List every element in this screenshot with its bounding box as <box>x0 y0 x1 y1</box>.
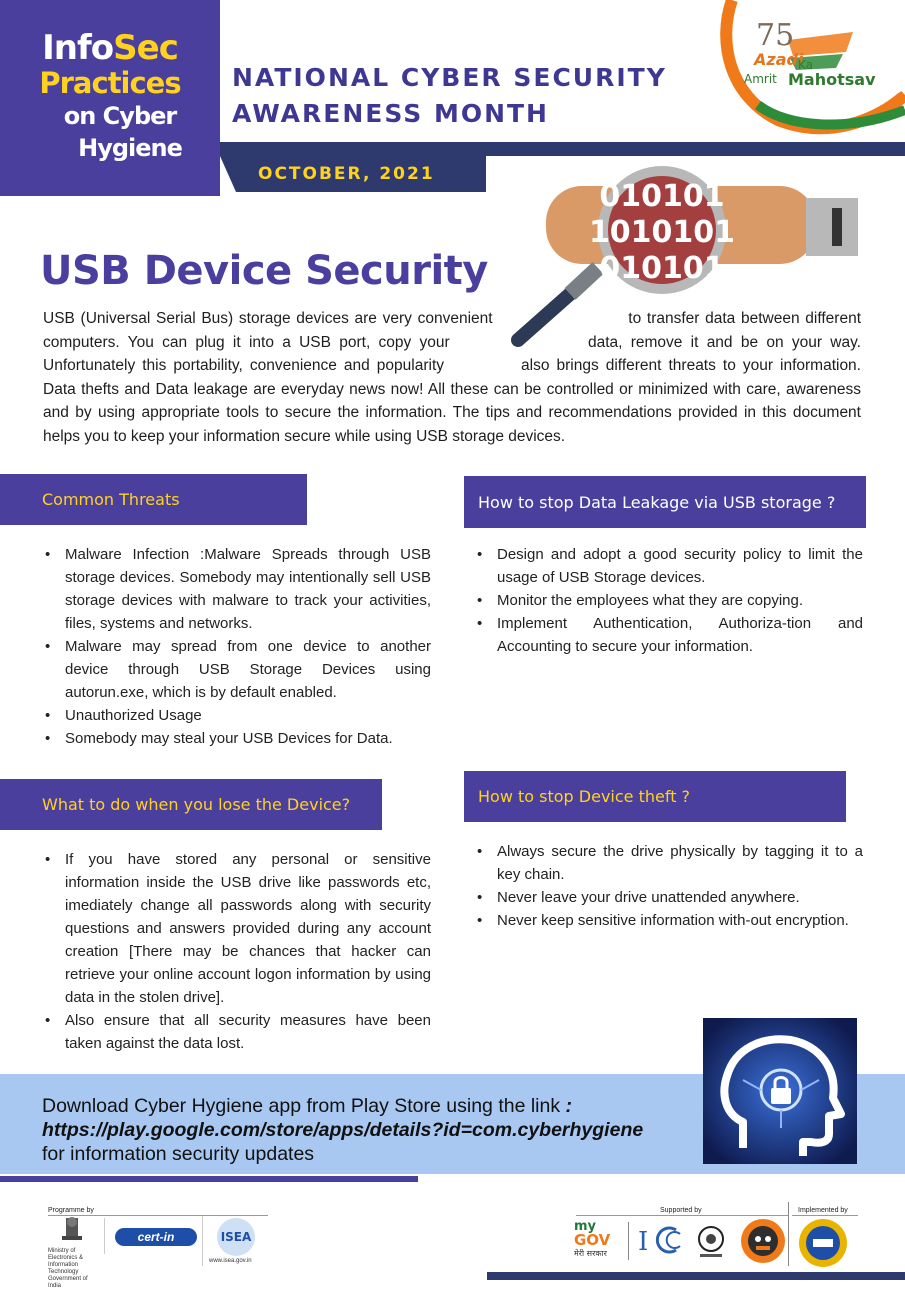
police-emblem-icon <box>694 1222 728 1262</box>
device-theft-list <box>475 840 863 932</box>
infosec-logo: InfoSec <box>42 28 178 68</box>
infosec-badge <box>0 0 220 196</box>
isea-logo: ISEA www.isea.gov.in <box>202 1216 262 1266</box>
common-threats-list <box>43 543 431 750</box>
list-item: • If you have stored any personal or sensitive information inside the USB drive like passwords etc, imediately change all passwords along with security questions and answers provided during any account creation [There may be chances that hacker can retrieve your online account logon information by using data in the stolen drive]. <box>43 848 431 1009</box>
cyber-hygiene-app-icon <box>703 1018 857 1164</box>
mygov-logo: my GOV मेरी सरकार <box>574 1219 611 1258</box>
cdac-logo-icon <box>798 1218 848 1268</box>
programme-by-label: Programme by <box>48 1207 94 1214</box>
lost-device-list <box>43 848 431 1055</box>
download-line: Download Cyber Hygiene app from Play Store using the link : <box>42 1095 573 1117</box>
list-item: • Implement Authentication, Authoriza-tion and Accounting to secure your information. <box>475 612 863 658</box>
badge-on-cyber: on Cyber <box>63 102 177 130</box>
play-store-link[interactable]: https://play.google.com/store/apps/details?id=com.cyberhygiene <box>42 1119 644 1141</box>
intro-paragraph: USB (Universal Serial Bus) storage devices are very convenient to transfer data between different computers. You can plug it into a USB port, copy your data, remove it and be on your way. Unfortunately this portability, convenience and popularity also brings different threats to your information. Data thefts and Data leakage are everyday news now! All these can be controlled or minimized with care, awareness and by using appropriate tools to secure the information. The tips and recommendations provided in this document helps you to keep your information secure while using USB storage devices. <box>43 310 862 445</box>
header-divider <box>220 142 905 156</box>
svg-text:I: I <box>638 1227 649 1257</box>
badge-hygiene: Hygiene <box>78 134 182 162</box>
list-item: • Also ensure that all security measures have been taken against the data lost. <box>43 1009 431 1055</box>
binary-line-1: 010101 <box>599 179 725 214</box>
list-item: • Always secure the drive physically by tagging it to a key chain. <box>475 840 863 886</box>
badge-practices: Practices <box>39 66 181 100</box>
data-leakage-list <box>475 543 863 658</box>
ic-logo-icon <box>636 1222 688 1258</box>
banner-underline <box>0 1176 418 1182</box>
data-leakage-heading: How to stop Data Leakage via USB storage ? <box>464 476 866 528</box>
page-title: USB Device Security <box>40 248 488 294</box>
head-lock-icon <box>703 1018 857 1164</box>
footer-bar <box>487 1272 905 1280</box>
device-theft-heading: How to stop Device theft ? <box>464 771 846 822</box>
list-item: • Malware Infection :Malware Spreads through USB storage devices. Somebody may intentionally sell USB storage devices with malware to track your activities, files, systems and networks. <box>43 543 431 635</box>
azadi-ka-amrit-mahotsav-logo: 75 Azadi Ka Amrit Mahotsav <box>718 0 905 136</box>
binary-line-2: 1010101 <box>588 215 736 250</box>
list-item: • Malware may spread from one device to another device through USB Storage Devices using autorun.exe, which is by default enabled. <box>43 635 431 704</box>
supported-by-label: Supported by <box>660 1207 702 1214</box>
implemented-by-label: Implemented by <box>798 1207 848 1214</box>
list-item: • Unauthorized Usage <box>43 704 431 727</box>
list-item: • Never keep sensitive information with-out encryption. <box>475 909 863 932</box>
list-item: • Design and adopt a good security policy to limit the usage of USB Storage devices. <box>475 543 863 589</box>
footer-rule-right <box>792 1215 858 1216</box>
list-item: • Never leave your drive unattended anywhere. <box>475 886 863 909</box>
lost-device-heading: What to do when you lose the Device? <box>0 779 382 830</box>
ministry-name: Ministry of Electronics & Information Technology Government of India <box>48 1248 88 1289</box>
footer-rule-mid <box>576 1215 788 1216</box>
campaign-title: NATIONAL CYBER SECURITY AWARENESS MONTH <box>232 63 667 128</box>
cyber-dost-icon <box>740 1218 786 1264</box>
emblem-icon <box>56 1216 88 1246</box>
cert-in-logo: cert-in <box>104 1218 196 1254</box>
campaign-date: OCTOBER, 2021 <box>236 156 486 192</box>
binary-line-3: 010101 <box>599 251 725 286</box>
list-item: • Monitor the employees what they are copying. <box>475 589 863 612</box>
common-threats-heading: Common Threats <box>0 474 307 525</box>
download-note: for information security updates <box>42 1143 315 1165</box>
list-item: • Somebody may steal your USB Devices for Data. <box>43 727 431 750</box>
